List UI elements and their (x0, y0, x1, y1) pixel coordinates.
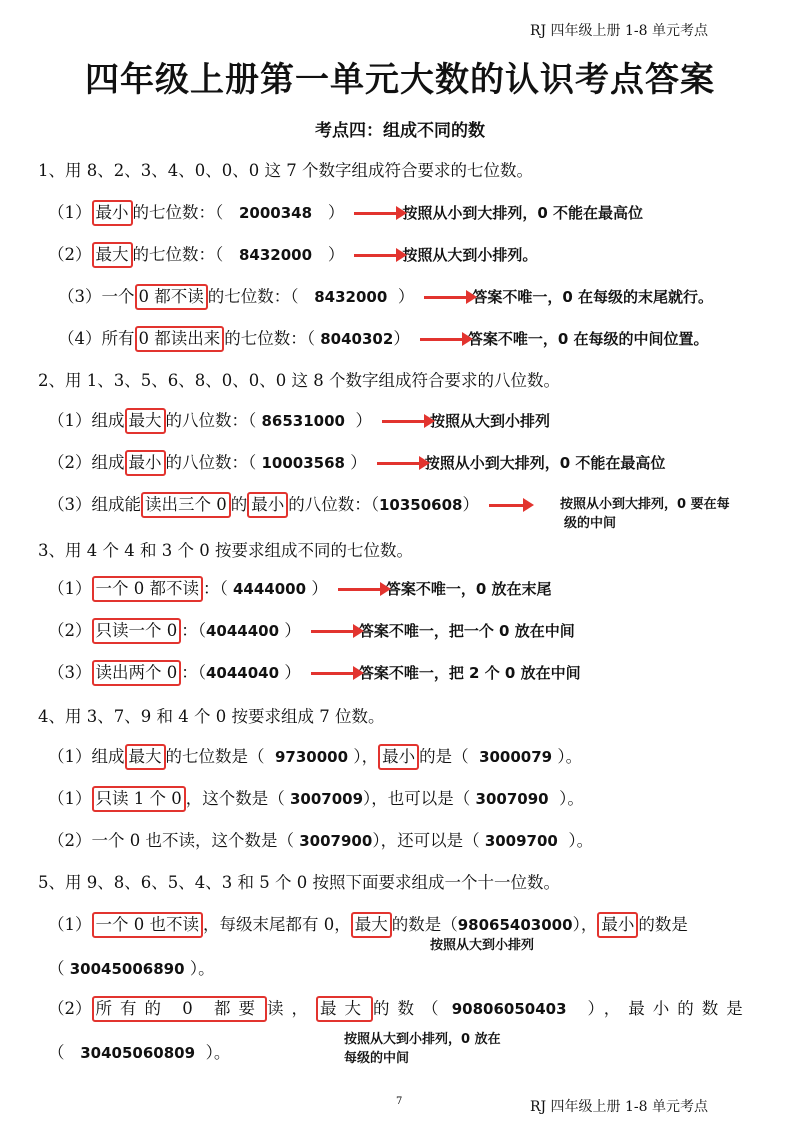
hint-note: 答案不唯一，0 在每级的中间位置。 (467, 330, 709, 348)
hint-note: 按照从小到大排列，0 不能在最高位 (402, 204, 643, 222)
answer: 4044400 (206, 622, 280, 640)
q1d-line: （4）所有 0 都读出来 的七位数：（ 8040302） 答案不唯一，0 在每级的中间位置。 (58, 326, 708, 352)
q4-stem: 4、用 3、7、9 和 4 个 0 按要求组成 7 位数。 (38, 707, 385, 726)
hint-note: 答案不唯一，0 在每级的末尾就行。 (472, 288, 713, 306)
q5a-line2: （ 30045006890 ）。 (48, 959, 215, 978)
keyword-box: 最大 (125, 408, 166, 434)
q1a-line: （1） 最小 的七位数：（ 2000348 ） 按照从小到大排列，0 不能在最高位 (48, 200, 643, 226)
section-subtitle: 考点四：组成不同的数 (315, 121, 485, 141)
keyword-box: 只读一个 0 (92, 618, 182, 644)
red-arrow-icon (311, 672, 355, 675)
answer: 8040302 (320, 330, 394, 348)
q2-stem: 2、用 1、3、5、6、8、0、0、0 这 8 个数字组成符合要求的八位数。 (38, 371, 560, 390)
q3c-line: （3） 读出两个 0 ：（4044040 ） 答案不唯一，把 2 个 0 放在中间 (48, 660, 581, 686)
keyword-box: 0 都不读 (135, 284, 208, 310)
page-number: 7 (396, 1096, 403, 1107)
q2c-line: （3）组成能 读出三个 0 的 最小 的八位数：（10350608） (48, 492, 529, 518)
hint-note: 答案不唯一，0 放在末尾 (385, 580, 552, 598)
keyword-box: 读出三个 0 (141, 492, 231, 518)
hint-note: 按照从小到大排列，0 要在每 级的中间 (560, 497, 730, 531)
answer: 30045006890 (69, 960, 185, 978)
hint-note: 答案不唯一，把一个 0 放在中间 (358, 622, 575, 640)
red-arrow-icon (377, 462, 421, 465)
keyword-box: 最小 (247, 492, 288, 518)
red-arrow-icon (354, 254, 398, 257)
keyword-box: 最小 (597, 912, 638, 938)
answer: 8432000 (314, 288, 388, 306)
red-arrow-icon (311, 630, 355, 633)
keyword-box: 最小 (92, 200, 133, 226)
answer: 30405060809 (80, 1044, 196, 1062)
answer: 4044040 (206, 664, 280, 682)
answer: 3007900 (299, 832, 373, 850)
red-arrow-icon (338, 588, 382, 591)
hint-note: 按照从大到小排列。 (402, 246, 538, 264)
keyword-box: 最小 (125, 450, 166, 476)
q4c-line: （2）一个 0 也不读，这个数是（ 3007900），还可以是（ 3009700 ）。 (48, 831, 594, 850)
keyword-box: 一个 0 也不读 (92, 912, 204, 938)
q2a-line: （1）组成 最大 的八位数：（ 86531000 ） 按照从大到小排列 (48, 408, 550, 434)
q3-stem: 3、用 4 个 4 和 3 个 0 按要求组成不同的七位数。 (38, 541, 413, 560)
keyword-box: 0 都读出来 (135, 326, 225, 352)
q5-stem: 5、用 9、8、6、5、4、3 和 5 个 0 按照下面要求组成一个十一位数。 (38, 873, 560, 892)
hint-note: 按照从大到小排列 (430, 938, 535, 953)
answer: 3007090 (475, 790, 549, 808)
keyword-box: 最大 (92, 242, 133, 268)
red-arrow-icon (354, 212, 398, 215)
hint-note: 答案不唯一，把 2 个 0 放在中间 (358, 664, 581, 682)
q1b-line: （2） 最大 的七位数：（ 8432000 ） 按照从大到小排列。 (48, 242, 537, 268)
red-arrow-icon (424, 296, 468, 299)
red-arrow-icon (489, 504, 525, 507)
keyword-box: 最大 (316, 996, 373, 1022)
page-footer: RJ 四年级上册 1-8 单元考点 (529, 1099, 708, 1115)
q4a-line: （1）组成 最大 的七位数是（ 9730000 ）， 最小 的是（ 3000079 ）。 (48, 744, 582, 770)
hint-note: 按照从小到大排列，0 不能在最高位 (424, 454, 666, 472)
keyword-box: 最大 (125, 744, 166, 770)
page-header: RJ 四年级上册 1-8 单元考点 (529, 23, 708, 39)
answer: 9730000 (275, 748, 349, 766)
answer: 10003568 (261, 454, 345, 472)
page-title: 四年级上册第一单元大数的认识考点答案 (85, 60, 715, 100)
answer: 2000348 (239, 204, 313, 222)
answer: 8432000 (239, 246, 313, 264)
keyword-box: 最大 (351, 912, 392, 938)
q2b-line: （2）组成 最小 的八位数：（ 10003568 ） 按照从小到大排列，0 不能在最高位 (48, 450, 665, 476)
answer: 86531000 (261, 412, 345, 430)
q3a-line: （1） 一个 0 都不读 ：（ 4444000 ） 答案不唯一，0 放在末尾 (48, 576, 551, 602)
keyword-box: 只读 1 个 0 (92, 786, 186, 812)
q1-stem: 1、用 8、2、3、4、0、0、0 这 7 个数字组成符合要求的七位数。 (38, 161, 533, 180)
red-arrow-icon (420, 338, 464, 341)
answer: 3000079 (479, 748, 553, 766)
keyword-box: 最小 (378, 744, 419, 770)
q5b-line: （2） 所有的 0 都要 读， 最大 的数（ 90806050403 ），最小的数是 (48, 996, 751, 1022)
hint-note: 按照从大到小排列 (430, 412, 551, 430)
answer: 3009700 (484, 832, 558, 850)
answer: 10350608 (379, 496, 463, 514)
answer: 90806050403 (451, 1000, 567, 1018)
answer: 3007009 (289, 790, 364, 808)
hint-note: 按照从大到小排列，0 放在 每级的中间 (344, 1032, 501, 1066)
keyword-box: 一个 0 都不读 (92, 576, 204, 602)
q5b-line2: （ 30405060809 ）。 (48, 1043, 231, 1062)
answer: 98065403000 (457, 916, 573, 934)
q5a-line: （1） 一个 0 也不读 ，每级末尾都有 0， 最大 的数是（98065403000）， 最小 的数是 (48, 912, 688, 938)
q4b-line: （1） 只读 1 个 0 ，这个数是（ 3007009），也可以是（ 3007090 ）。 (48, 786, 584, 812)
keyword-box: 读出两个 0 (92, 660, 182, 686)
q1c-line: （3）一个 0 都不读 的七位数：（ 8432000 ） 答案不唯一，0 在每级的末尾就行。 (58, 284, 713, 310)
q3b-line: （2） 只读一个 0 ：（4044400 ） 答案不唯一，把一个 0 放在中间 (48, 618, 575, 644)
red-arrow-icon (382, 420, 426, 423)
answer: 4444000 (233, 580, 307, 598)
keyword-box: 所有的 0 都要 (92, 996, 268, 1022)
